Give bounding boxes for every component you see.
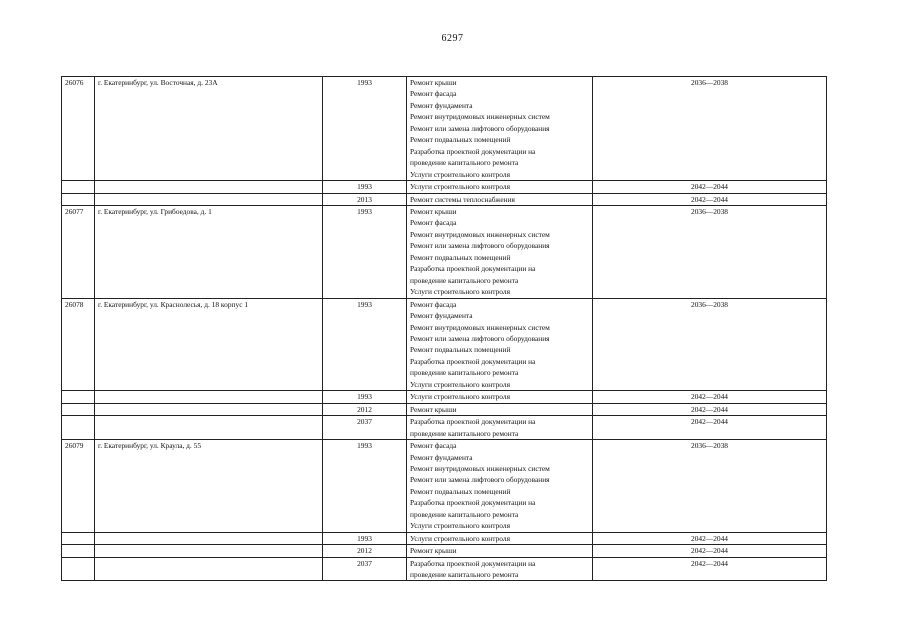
table-row [62,545,827,557]
object-id-cell [62,545,95,557]
work-line: Ремонт или замена лифтового оборудования [410,241,550,251]
work-type-cell [407,440,593,533]
period-cell: 2042—2044 [593,416,827,440]
object-id-cell [62,416,95,440]
work-type-cell [407,77,593,181]
work-type-cell [407,557,593,581]
work-line: Услуги строительного контроля [410,392,510,402]
table-row [62,416,827,440]
object-id-cell: 26076 [62,77,95,181]
work-type-cell [407,532,593,544]
work-line: Ремонт фасада [410,441,457,451]
year-cell: 2012 [323,545,407,557]
table-row [62,181,827,193]
work-line: Ремонт или замена лифтового оборудования [410,475,550,485]
work-type-cell [407,298,593,391]
work-line: Ремонт внутридомовых инженерных систем [410,112,550,122]
object-id-cell: 26078 [62,298,95,391]
work-line: Ремонт фасада [410,218,457,228]
address-cell [95,557,323,581]
table-row [62,557,827,581]
work-line: Ремонт подвальных помещений [410,486,511,496]
work-line: Разработка проектной документации на [410,356,536,366]
address-cell [95,532,323,544]
work-line: Ремонт фундамента [410,100,473,110]
object-id-cell [62,403,95,415]
address-cell [95,181,323,193]
work-line: проведение капитального ремонта [410,509,519,519]
work-line: проведение капитального ремонта [410,570,519,580]
object-id-cell [62,181,95,193]
work-line: проведение капитального ремонта [410,275,519,285]
table-row [62,205,827,298]
work-line: Ремонт крыши [410,206,457,216]
work-line: Ремонт или замена лифтового оборудования [410,123,550,133]
object-id-cell [62,557,95,581]
work-line: Разработка проектной документации на [410,498,536,508]
work-line: проведение капитального ремонта [410,158,519,168]
work-type-cell [407,391,593,403]
period-cell: 2036—2038 [593,298,827,391]
period-cell: 2042—2044 [593,557,827,581]
year-cell: 1993 [323,181,407,193]
object-id-cell [62,391,95,403]
address-cell [95,416,323,440]
year-cell: 1993 [323,440,407,533]
work-type-cell [407,416,593,440]
address-cell [95,545,323,557]
work-line: Разработка проектной документации на [410,558,536,568]
table-row [62,298,827,391]
work-line: проведение капитального ремонта [410,428,519,438]
table-body [62,77,827,581]
table-row [62,440,827,533]
address-cell [95,193,323,205]
work-line: проведение капитального ремонта [410,368,519,378]
address-cell: г. Екатеринбург, ул. Краснолесья, д. 18 корпус 1 [95,298,323,391]
object-id-cell: 26079 [62,440,95,533]
table-row [62,532,827,544]
work-line: Ремонт подвальных помещений [410,345,511,355]
work-line: Ремонт крыши [410,404,457,414]
work-line: Услуги строительного контроля [410,287,510,297]
work-line: Ремонт фундамента [410,452,473,462]
year-cell: 1993 [323,205,407,298]
work-type-cell [407,403,593,415]
page-number: 6297 [441,33,464,44]
work-line: Разработка проектной документации на [410,146,536,156]
address-cell [95,403,323,415]
work-line: Услуги строительного контроля [410,533,510,543]
work-line: Ремонт крыши [410,78,457,87]
table-row [62,77,827,181]
year-cell: 2037 [323,416,407,440]
address-cell: г. Екатеринбург, ул. Краула, д. 55 [95,440,323,533]
work-line: Ремонт внутридомовых инженерных систем [410,322,550,332]
work-line: Ремонт внутридомовых инженерных систем [410,229,550,239]
year-cell: 1993 [323,298,407,391]
period-cell: 2042—2044 [593,403,827,415]
work-line: Услуги строительного контроля [410,521,510,531]
work-line: Ремонт системы теплоснабжения [410,194,515,204]
year-cell: 1993 [323,391,407,403]
period-cell: 2042—2044 [593,193,827,205]
work-line: Ремонт подвальных помещений [410,135,511,145]
year-cell: 1993 [323,77,407,181]
period-cell: 2036—2038 [593,77,827,181]
period-cell: 2036—2038 [593,205,827,298]
work-type-cell [407,193,593,205]
address-cell: г. Екатеринбург, ул. Восточная, д. 23А [95,77,323,181]
year-cell: 2037 [323,557,407,581]
work-type-cell [407,205,593,298]
year-cell: 2012 [323,403,407,415]
object-id-cell [62,532,95,544]
work-line: Ремонт фасада [410,89,457,99]
work-line: Ремонт или замена лифтового оборудования [410,333,550,343]
work-line: Разработка проектной документации на [410,417,536,427]
table-row [62,403,827,415]
year-cell: 2013 [323,193,407,205]
work-line: Услуги строительного контроля [410,379,510,389]
period-cell: 2042—2044 [593,545,827,557]
work-type-cell [407,545,593,557]
table-row [62,193,827,205]
period-cell: 2042—2044 [593,391,827,403]
work-type-cell [407,181,593,193]
year-cell: 1993 [323,532,407,544]
object-id-cell: 26077 [62,205,95,298]
address-cell [95,391,323,403]
object-id-cell [62,193,95,205]
work-line: Ремонт фасада [410,299,457,309]
work-line: Услуги строительного контроля [410,169,510,179]
work-line: Разработка проектной документации на [410,264,536,274]
address-cell: г. Екатеринбург, ул. Грибоедова, д. 1 [95,205,323,298]
period-cell: 2042—2044 [593,532,827,544]
work-line: Ремонт внутридомовых инженерных систем [410,463,550,473]
table-row [62,391,827,403]
capital-repair-table [61,76,827,581]
work-line: Ремонт подвальных помещений [410,252,511,262]
period-cell: 2036—2038 [593,440,827,533]
work-line: Ремонт фундамента [410,311,473,321]
work-line: Услуги строительного контроля [410,182,510,192]
period-cell: 2042—2044 [593,181,827,193]
work-line: Ремонт крыши [410,546,457,556]
